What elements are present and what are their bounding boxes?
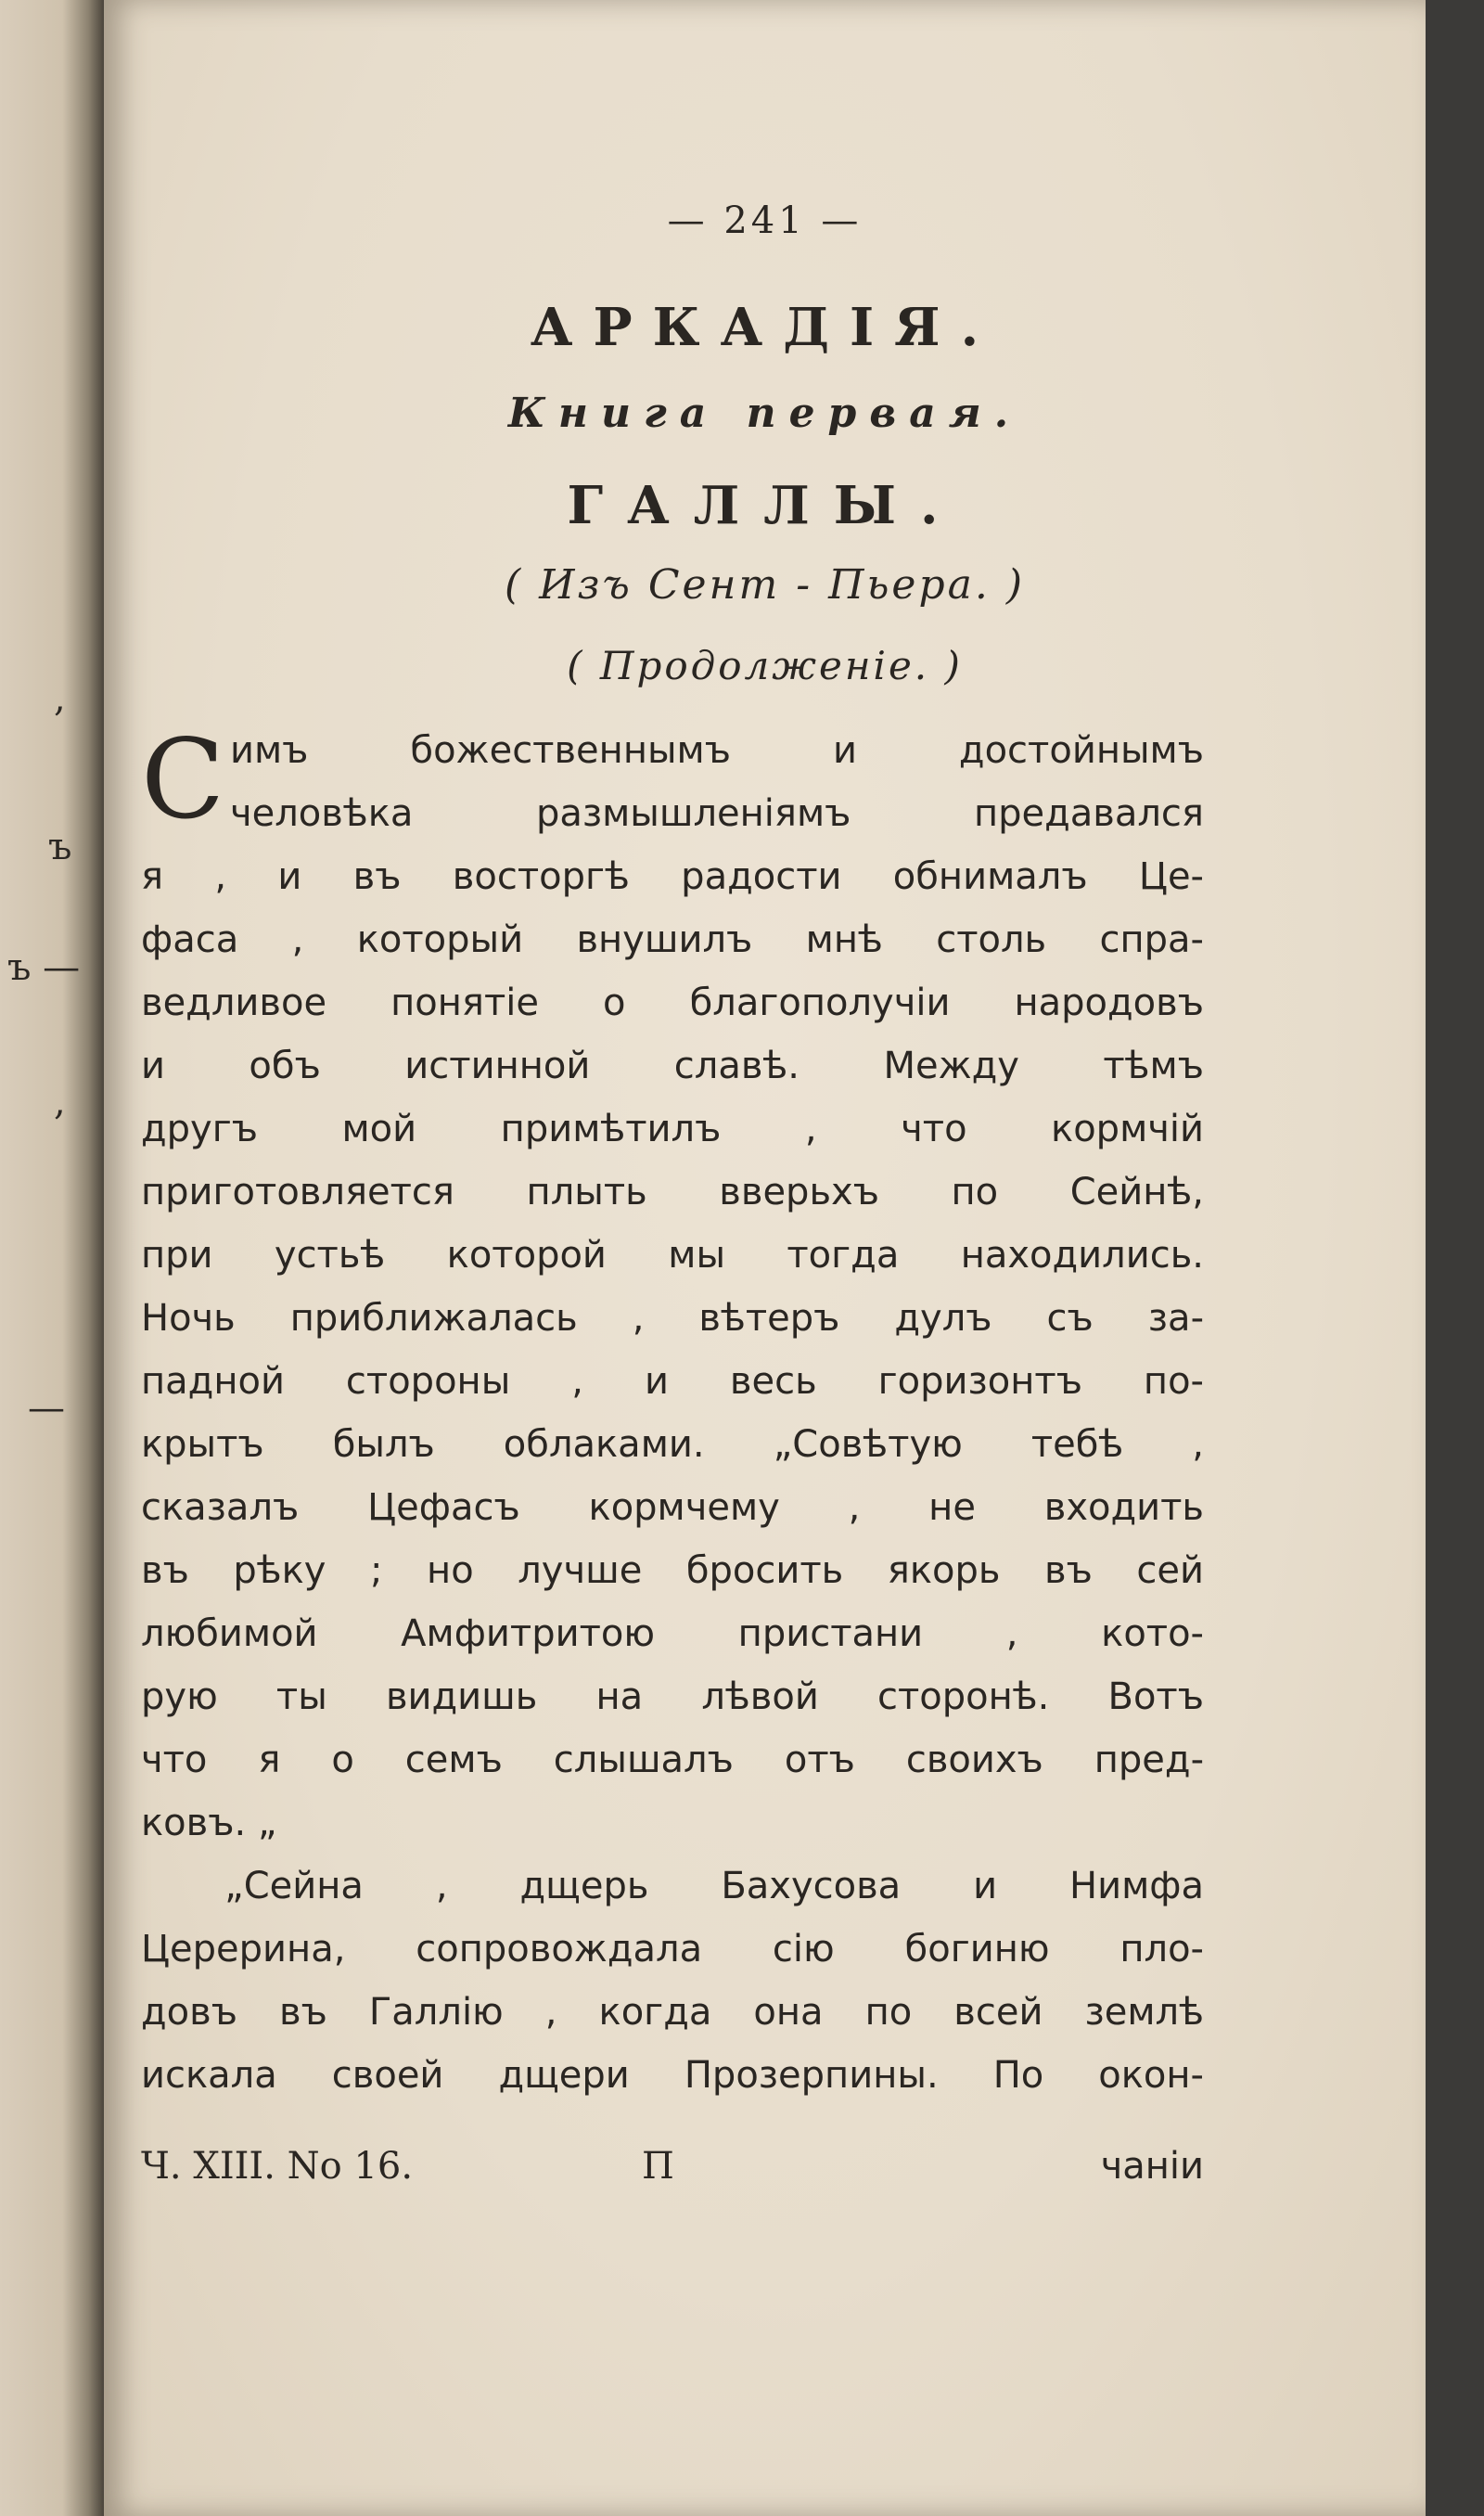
chapter-title: ГАЛЛЫ. <box>567 475 963 536</box>
previous-page-edge <box>0 0 104 2516</box>
sheet-mark: П <box>642 2145 674 2188</box>
work-title: АРКАДІЯ. <box>530 297 1000 358</box>
text-line: крытъ былъ облаками. „Совѣтую тебѣ , <box>141 1423 1204 1466</box>
signature-mark: Ч. XIII. No 16. <box>141 2145 414 2188</box>
margin-fragment: ъ <box>48 826 72 868</box>
continuation-note: ( Продолженіе. ) <box>567 643 963 688</box>
text-line: и объ истинной славѣ. Между тѣмъ <box>141 1045 1204 1087</box>
text-line: въ рѣку ; но лучше бросить якорь въ сей <box>141 1549 1204 1592</box>
page-number: — 241 — <box>667 199 863 242</box>
text-line: при устьѣ которой мы тогда находились. <box>141 1234 1204 1277</box>
margin-fragment: , <box>54 677 66 720</box>
catchword: чаніи <box>1100 2145 1204 2188</box>
text-line: любимой Амфитритою пристани , кото- <box>141 1612 1204 1655</box>
text-line: ведливое понятіе о благополучіи народовъ <box>141 982 1204 1024</box>
text-line: ковъ. „ <box>141 1802 277 1844</box>
margin-fragment: , <box>54 1081 66 1123</box>
text-line: „Сейна , дщерь Бахусова и Нимфа <box>224 1865 1204 1907</box>
text-line: имъ божественнымъ и достойнымъ <box>230 729 1204 772</box>
text-line: фаса , который внушилъ мнѣ столь спра- <box>141 918 1204 961</box>
text-line: человѣка размышленіямъ предавался <box>230 792 1204 835</box>
text-line: сказалъ Цефасъ кормчему , не входить <box>141 1486 1204 1529</box>
text-line: Церерина, сопровождала сію богиню пло- <box>141 1928 1204 1970</box>
drop-cap: С <box>141 715 225 843</box>
text-line: Ночь приближалась , вѣтеръ дулъ съ за- <box>141 1297 1204 1340</box>
text-line: рую ты видишь на лѣвой сторонѣ. Вотъ <box>141 1675 1204 1718</box>
text-line: что я о семъ слышалъ отъ своихъ пред- <box>141 1739 1204 1781</box>
text-line: искала своей дщери Прозерпины. По окон- <box>141 2054 1204 2097</box>
book-heading: Книга первая. <box>507 390 1022 437</box>
margin-fragment: ъ — <box>7 946 81 989</box>
text-line: приготовляется плыть вверьхъ по Сейнѣ, <box>141 1171 1204 1213</box>
margin-fragment: — <box>28 1387 65 1430</box>
body-text <box>141 715 1204 2107</box>
source-note: ( Изъ Сент - Пьера. ) <box>505 561 1025 609</box>
text-line: падной стороны , и весь горизонтъ по- <box>141 1360 1204 1403</box>
book-page <box>104 0 1426 2516</box>
text-line: другъ мой примѣтилъ , что кормчій <box>141 1108 1204 1150</box>
text-line: довъ въ Галлію , когда она по всей землѣ <box>141 1991 1204 2034</box>
page-footer <box>141 2135 1204 2198</box>
text-line: я , и въ восторгѣ радости обнималъ Це- <box>141 855 1204 898</box>
